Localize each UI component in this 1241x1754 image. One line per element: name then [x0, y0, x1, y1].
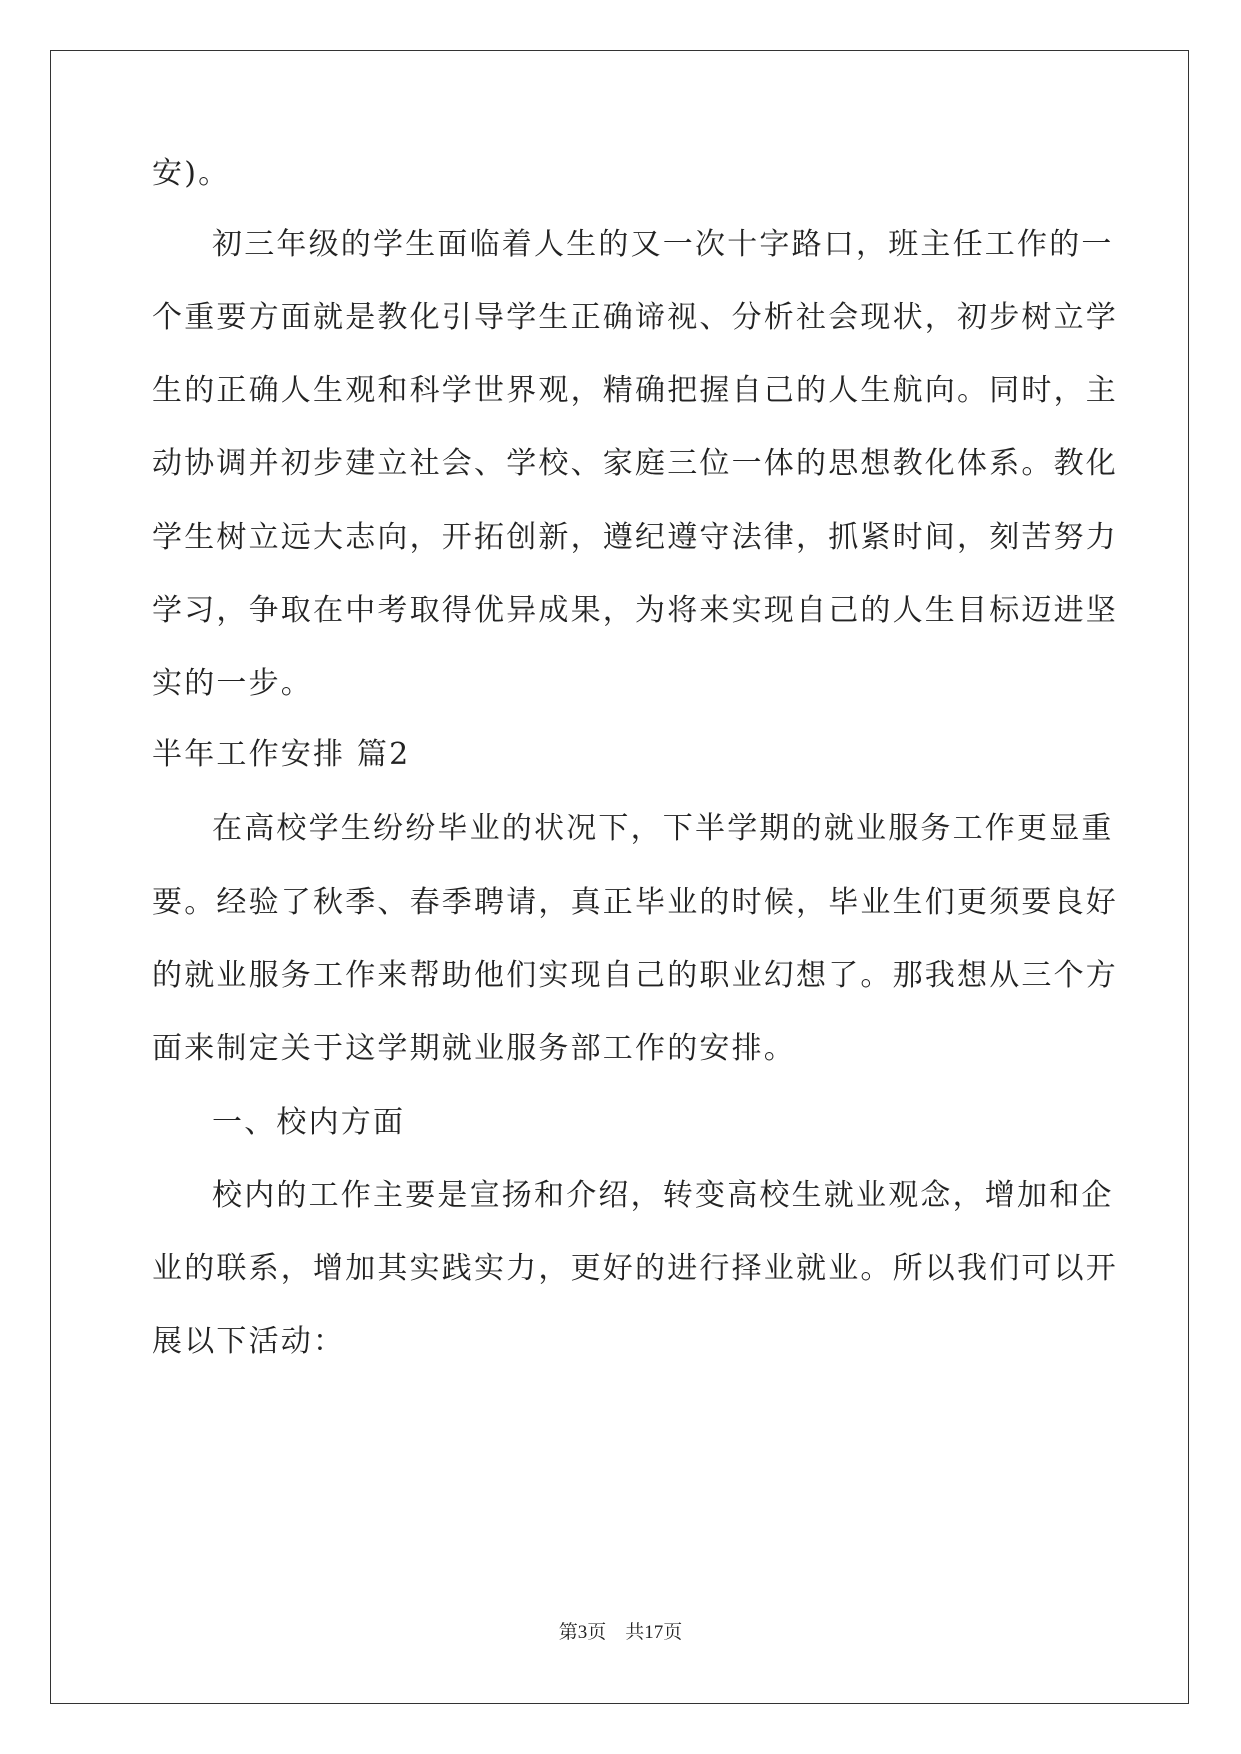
paragraph-line-11: 面来制定关于这学期就业服务部工作的安排。	[152, 1031, 796, 1066]
paragraph-line-13: 业的联系，增加其实践实力，更好的进行择业就业。所以我们可以开	[152, 1251, 1118, 1286]
paragraph-line-10: 的就业服务工作来帮助他们实现自己的职业幻想了。那我想从三个方	[152, 958, 1118, 993]
paragraph-line-9: 要。经验了秋季、春季聘请，真正毕业的时候，毕业生们更须要良好	[152, 885, 1118, 920]
paragraph-line-2: 个重要方面就是教化引导学生正确谛视、分析社会现状，初步树立学	[152, 300, 1118, 335]
page-total: 共17页	[625, 1622, 683, 1643]
paragraph-line-6: 学习，争取在中考取得优异成果，为将来实现自己的人生目标迈进坚	[152, 593, 1118, 628]
paragraph-line-1: 初三年级的学生面临着人生的又一次十字路口，班主任工作的一	[212, 227, 1114, 262]
text-line-continuation: 安)。	[152, 156, 231, 191]
paragraph-line-5: 学生树立远大志向，开拓创新，遵纪遵守法律，抓紧时间，刻苦努力	[152, 520, 1118, 555]
page-footer	[0, 1622, 1241, 1644]
paragraph-line-3: 生的正确人生观和科学世界观，精确把握自己的人生航向。同时，主	[152, 373, 1118, 408]
section-heading: 半年工作安排 篇2	[152, 737, 411, 772]
page-number: 第3页	[558, 1622, 607, 1643]
paragraph-line-14: 展以下活动：	[152, 1324, 346, 1359]
subsection-heading: 一、校内方面	[212, 1105, 406, 1140]
paragraph-line-12: 校内的工作主要是宣扬和介绍，转变高校生就业观念，增加和企	[212, 1178, 1114, 1213]
paragraph-line-7: 实的一步。	[152, 666, 313, 701]
paragraph-line-8: 在高校学生纷纷毕业的状况下，下半学期的就业服务工作更显重	[212, 811, 1114, 846]
paragraph-line-4: 动协调并初步建立社会、学校、家庭三位一体的思想教化体系。教化	[152, 446, 1118, 481]
page-border	[50, 50, 1189, 1704]
